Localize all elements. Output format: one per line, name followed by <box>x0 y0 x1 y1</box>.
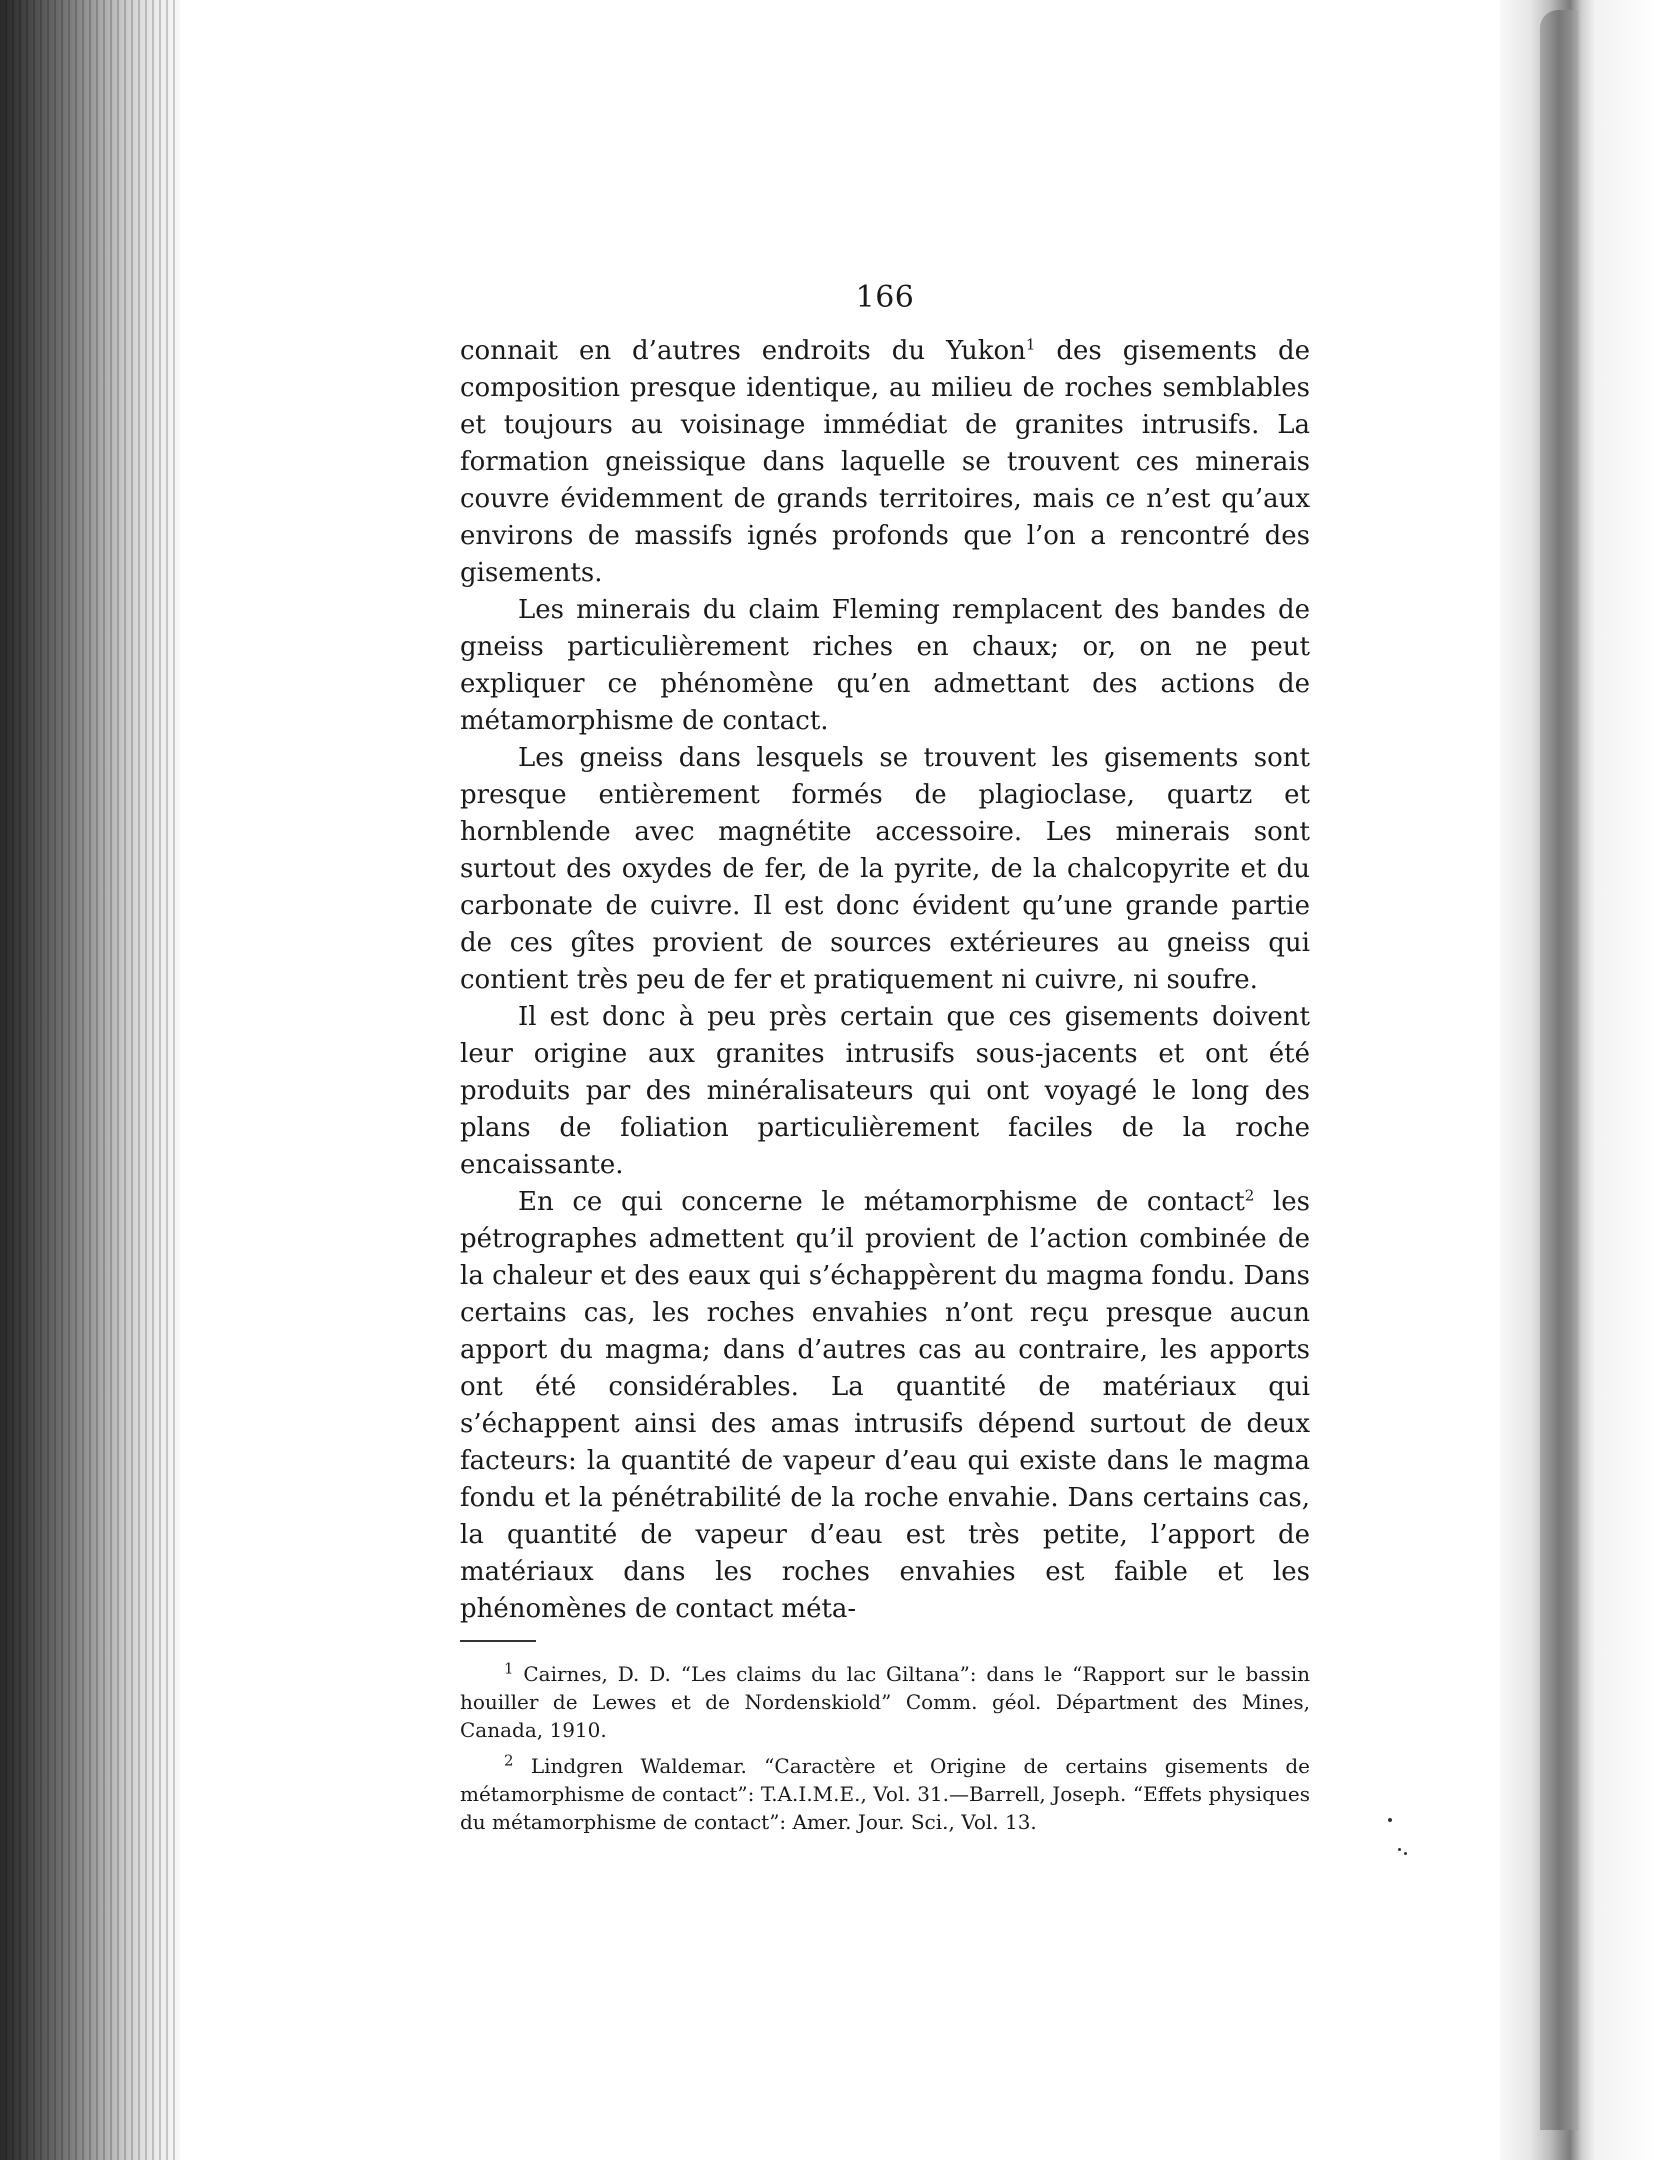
footnote-2-text: Lindgren Waldemar. “Caractère et Origine de certains gisements de métamorphisme de contact”: T.A.I.M.E., Vol. 31.—Barrell, Joseph. “Effets physiques du métamorphisme de contact”: Amer. Jour. Sci., Vol. 13. <box>460 1754 1310 1834</box>
paragraph-1-text-a: connait en d’autres endroits du Yukon <box>460 336 1026 366</box>
footnote-2-marker: 2 <box>504 1751 514 1770</box>
footnote-1-marker: 1 <box>504 1659 514 1678</box>
paragraph-1-text-b: des gisements de composition presque identique, au milieu de roches semblables et toujours au voisinage immédiat de granites intrusifs. La formation gneissique dans laquelle se trouvent ces minerais couvre évidemment de grands territoires, mais ce n’est qu’aux environs de massifs ignés profonds que l’on a rencontré des gisements. <box>460 336 1310 588</box>
page-edge-lines <box>0 0 180 2160</box>
paragraph-4: Il est donc à peu près certain que ces gisements doivent leur origine aux granites intrusifs sous-jacents et ont été produits par des minéralisateurs qui ont voyagé le long des plans de foliation particulièrement faciles de la roche encaissante. <box>460 1002 1310 1180</box>
scan-speck <box>1404 1852 1407 1855</box>
right-edge-shadow <box>1540 10 1578 2130</box>
paragraph-5-text-b: les pétrographes admettent qu’il provient de l’action combinée de la chaleur et des eaux qui s’échappèrent du magma fondu. Dans certains cas, les roches envahies n’ont reçu presque aucun apport du magma; dans d’autres cas au contraire, les apports ont été considérables. La quantité de matériaux qui s’échappent ainsi des amas intrusifs dépend surtout de deux facteurs: la quantité de vapeur d’eau qui existe dans le magma fondu et la pénétrabilité de la roche envahie. Dans certains cas, la quantité de vapeur d’eau est très petite, l’apport de matériaux dans les roches envahies est faible et les phénomènes de contact méta- <box>460 1187 1310 1624</box>
footnote-ref-1: 1 <box>1025 335 1036 354</box>
footnote-1 <box>460 1660 1310 1744</box>
footnotes <box>460 1660 1310 1836</box>
book-page <box>460 280 1310 1844</box>
left-book-gutter <box>0 0 180 2160</box>
scan-speck <box>1398 1848 1401 1851</box>
body-text <box>460 333 1310 1628</box>
paragraph-5 <box>460 1184 1310 1628</box>
paragraph-1 <box>460 333 1310 592</box>
footnote-2 <box>460 1752 1310 1836</box>
footnote-1-text: Cairnes, D. D. “Les claims du lac Giltana”: dans le “Rapport sur le bassin houiller de Lewes et de Nordenskiold” Comm. géol. Départment des Mines, Canada, 1910. <box>460 1662 1310 1742</box>
right-page-edge <box>1500 0 1656 2160</box>
paragraph-5-text-a: En ce qui concerne le métamorphisme de contact <box>518 1187 1245 1217</box>
footnote-ref-2: 2 <box>1244 1186 1255 1205</box>
page-number: 166 <box>855 280 915 315</box>
paragraph-3: Les gneiss dans lesquels se trouvent les gisements sont presque entièrement formés de plagioclase, quartz et hornblende avec magnétite accessoire. Les minerais sont surtout des oxydes de fer, de la pyrite, de la chalcopyrite et du carbonate de cuivre. Il est donc évident qu’une grande partie de ces gîtes provient de sources extérieures au gneiss qui contient très peu de fer et pratiquement ni cuivre, ni soufre. <box>460 743 1310 995</box>
paragraph-2: Les minerais du claim Fleming remplacent des bandes de gneiss particulièrement riches en chaux; or, on ne peut expliquer ce phénomène qu’en admettant des actions de métamorphisme de contact. <box>460 595 1310 736</box>
footnote-divider <box>460 1640 536 1642</box>
scan-speck <box>1388 1818 1392 1822</box>
